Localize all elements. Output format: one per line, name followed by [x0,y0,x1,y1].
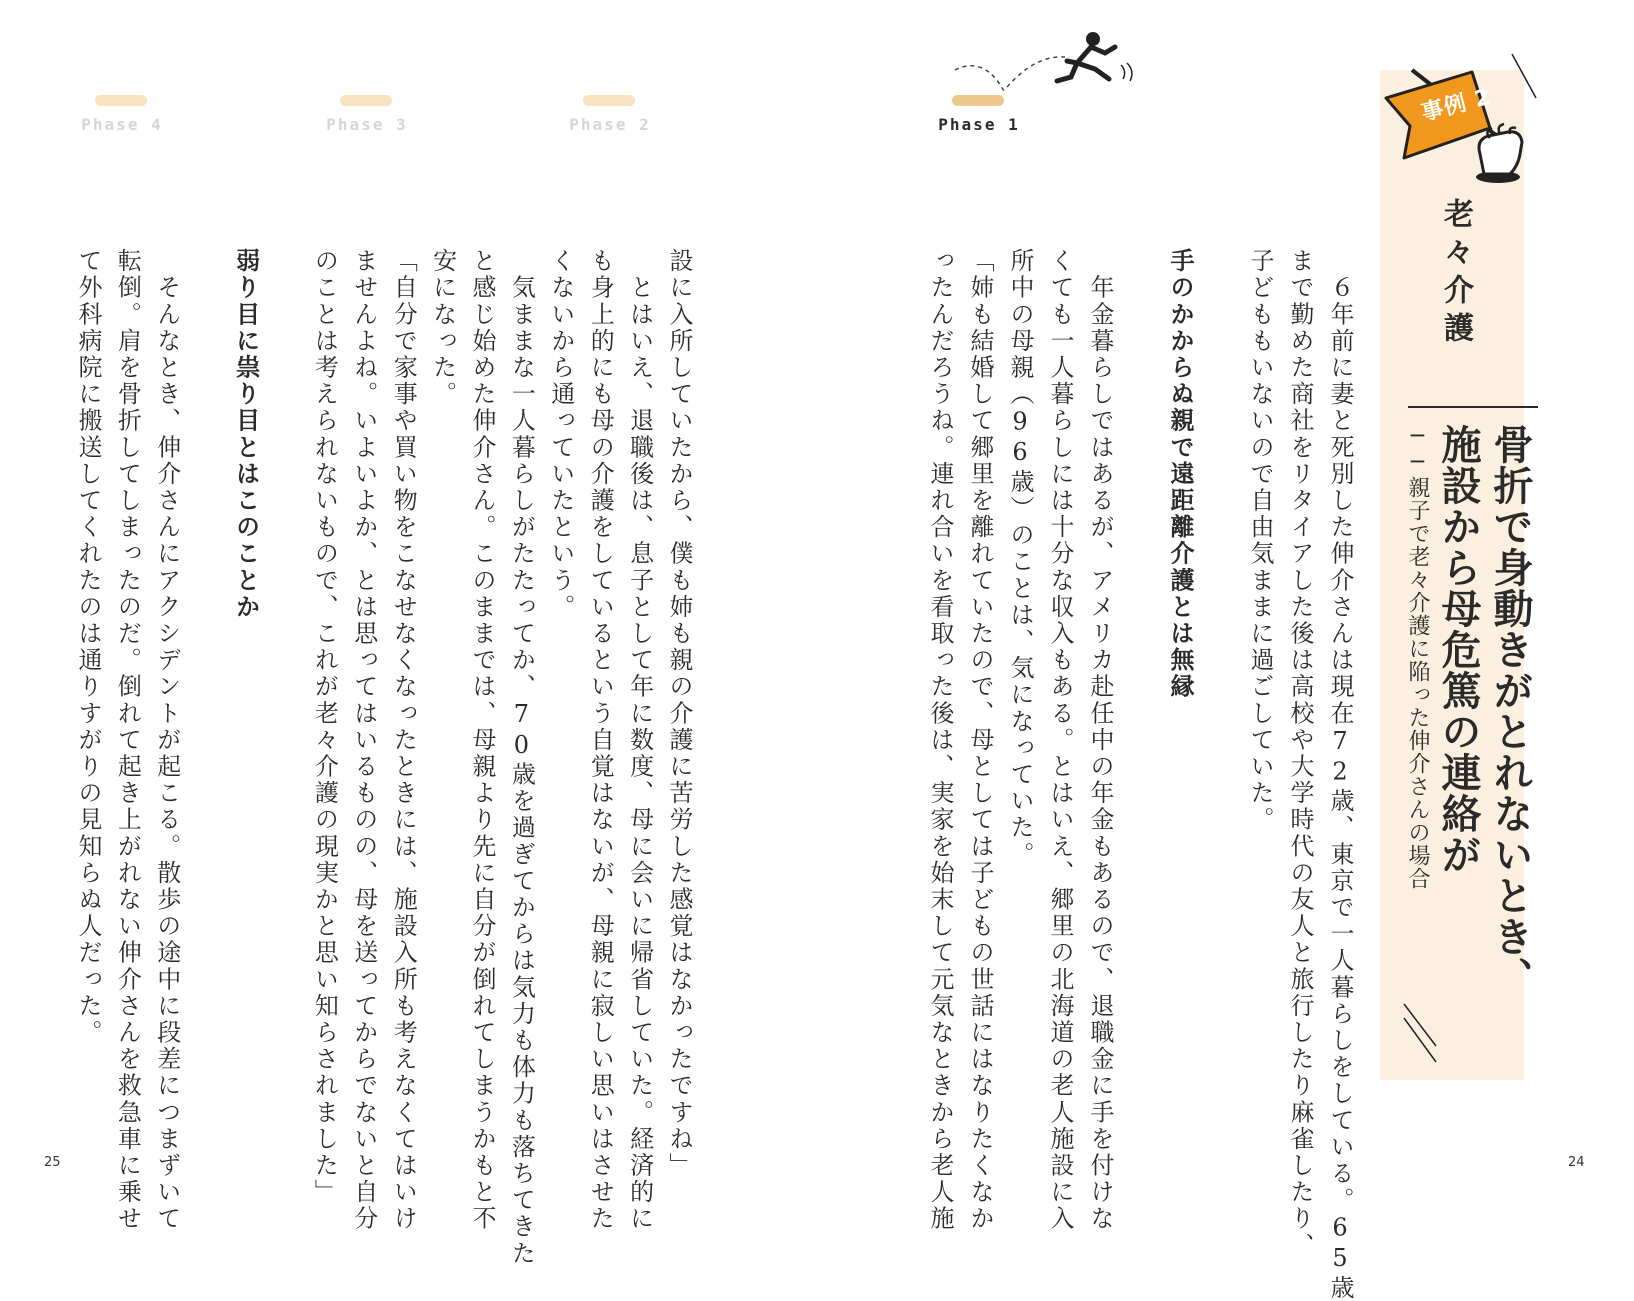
phase-pill [583,95,635,106]
phase-label: Phase 2 [569,115,651,134]
text-column: そんなとき、伸介さんにアクシデントが起こる。散歩の途中に段差につまずいて [152,248,181,1233]
text-column: 転倒。肩を骨折してしまったのだ。倒れて起き上がれない伸介さんを救急車に乗せ [113,248,142,1233]
text-column: くても一人暮らしには十分な収入もある。とはいえ、郷里の北海道の老人施設に入 [1046,248,1074,1233]
phase-marker-4 [57,95,187,135]
phase-marker-3 [302,95,432,135]
page-number-left: 25 [44,1155,61,1170]
phase-label: Phase 4 [81,115,163,134]
phase-label: Phase 3 [326,115,408,134]
text-column: 「姉も結婚して郷里を離れていたので、母としては子どもの世話にはなりたくなか [966,248,994,1233]
phase-marker-2 [545,95,675,135]
title-divider [1408,406,1538,408]
text-column: 子どももいないので自由気ままに過ごしていた。 [1246,248,1274,834]
text-column: ったんだろうね。連れ合いを看取った後は、実家を始末して元気なときから老人施 [926,248,954,1233]
text-column: て外科病院に搬送してくれたのは通りすがりの見知らぬ人だった。 [74,248,102,1046]
text-column: くないから通っていたという。 [546,248,575,621]
case-label: 事例 2 [1419,84,1494,127]
corner-slash-decoration [1508,52,1548,112]
jumping-figure-icon [945,25,1165,105]
phase-pill [95,95,147,106]
text-column: とはいえ、退職後は、息子として年に数度、母に会いに帰省していた。経済的に [625,248,654,1233]
phase-pill [340,95,392,106]
slash-decoration [1400,1000,1440,1070]
text-column: 安になった。 [428,248,457,408]
text-column: 年金暮らしではあるが、アメリカ赴任中の年金もあるので、退職金に手を付けな [1086,248,1114,1233]
text-column: と感じ始めた伸介さん。このままでは、母親より先に自分が倒れてしまうかもと不 [468,248,496,1233]
phase-label: Phase 1 [938,115,1020,134]
text-column: のことは考えられないもので、これが老々介護の現実かと思い知らされました」 [310,248,339,1206]
text-column: 「自分で家事や買い物をこなせなくなったときには、施設入所も考えなくてはいけ [389,248,418,1233]
chapter-title-line-2: 施設から母危篤の連絡が [1435,424,1481,875]
category-heading: 老々介護 [1438,198,1473,350]
text-column: ませんよね。いよいよか、とは思ってはいるものの、母を送ってからでないと自分 [349,248,378,1233]
text-column: 気ままな一人暮らしがたたってか、70歳を過ぎてからは気力も体力も落ちてきた [507,248,536,1267]
text-column: 所中の母親（96歳）のことは、気になっていた。 [1006,248,1034,868]
text-column: 設に入所していたから、僕も姉も親の介護に苦労した感覚はなかったですね」 [665,248,693,1179]
chapter-title-line-1: 骨折で身動きがとれないとき、 [1487,424,1533,998]
section-heading: 弱り目に祟り目とはこのことか [231,248,260,621]
text-column: も身上的にも母の介護をしているという自覚はないが、母親に寂しい思いはさせた [586,248,615,1233]
section-heading: 手のかからぬ親で遠距離介護とは無縁 [1166,248,1194,701]
text-column: ６年前に妻と死別した伸介さんは現在72歳、東京で一人暮らしをしている。65歳 [1326,248,1354,1301]
page-number-right: 24 [1568,1155,1585,1170]
chapter-subtitle: ──親子で老々介護に陥った伸介さんの場合 [1405,424,1430,890]
text-column: まで勤めた商社をリタイアした後は高校や大学時代の友人と旅行したり麻雀したり、 [1286,248,1314,1259]
